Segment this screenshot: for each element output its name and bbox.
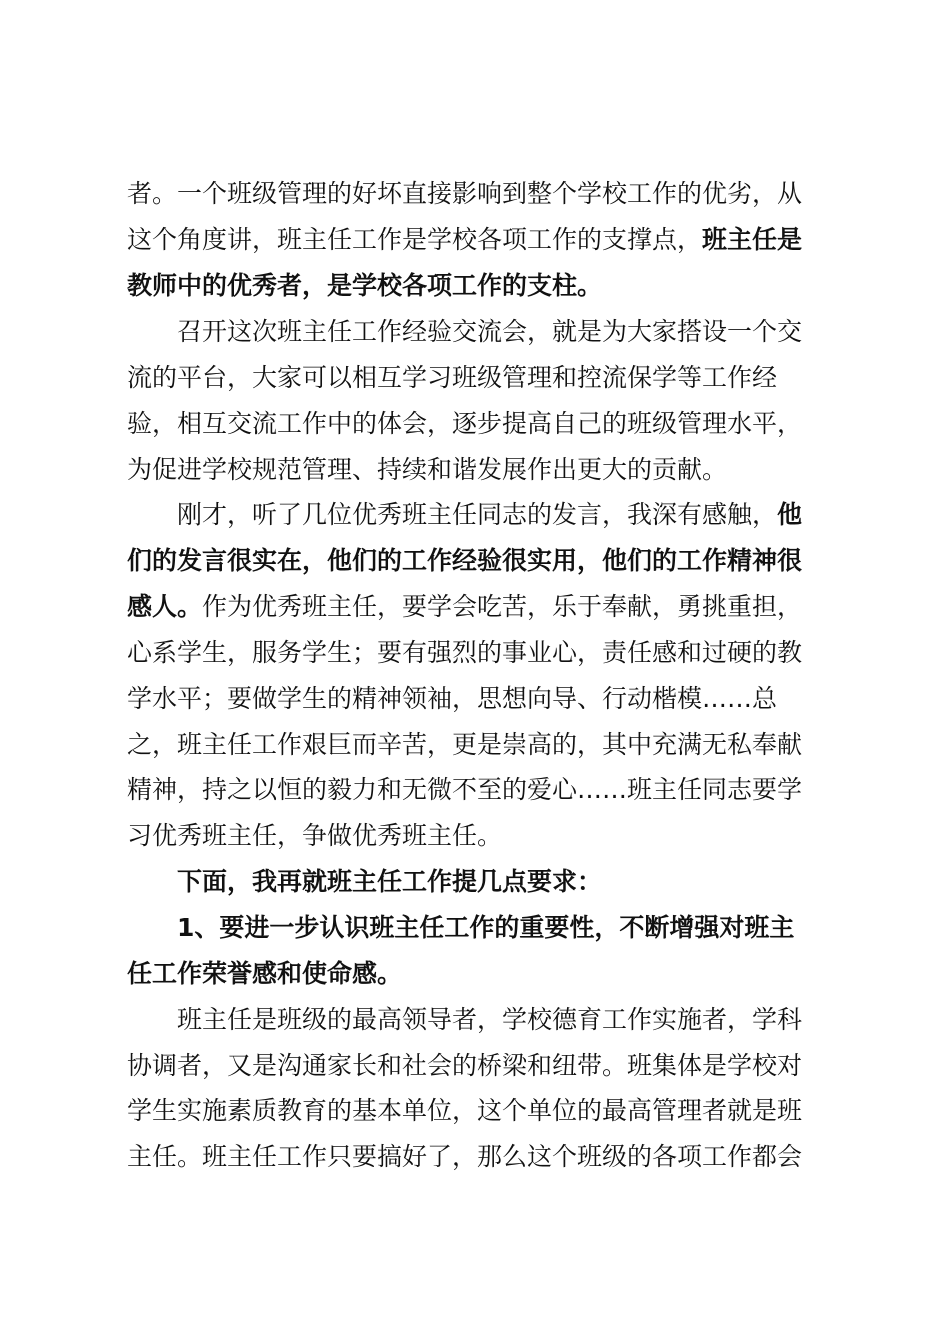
section-intro xyxy=(177,859,602,905)
paragraph-line xyxy=(127,401,802,447)
paragraph-line xyxy=(127,722,802,768)
text-run: 班主任是班级的最高领导者，学校德育工作实施者，学科 xyxy=(177,1005,803,1034)
text-run: 学生实施素质教育的基本单位，这个单位的最高管理者就是班 xyxy=(127,1096,803,1125)
text-run: 精神，持之以恒的毅力和无微不至的爱心……班主任同志要学 xyxy=(127,775,803,804)
bold-text-run: 下面，我再就班主任工作提几点要求： xyxy=(177,867,603,896)
text-run: 学水平；要做学生的精神领袖，思想向导、行动楷模……总 xyxy=(127,684,778,713)
bold-text-run: 教师中的优秀者，是学校各项工作的支柱。 xyxy=(127,271,603,300)
paragraph-line xyxy=(127,813,502,859)
text-run: 验，相互交流工作中的体会，逐步提高自己的班级管理水平， xyxy=(127,409,803,438)
bold-text-run: 1、要进一步认识班主任工作的重要性，不断增强对班主 xyxy=(177,913,795,942)
paragraph-line xyxy=(127,1134,802,1180)
paragraph-line xyxy=(127,217,802,263)
paragraph-line xyxy=(127,355,777,401)
text-run: 为促进学校规范管理、持续和谐发展作出更大的贡献。 xyxy=(127,455,728,484)
paragraph-line xyxy=(127,630,802,676)
paragraph-line xyxy=(127,676,777,722)
text-run: 作为优秀班主任，要学会吃苦，乐于奉献，勇挑重担， xyxy=(202,592,803,621)
text-run: 这个角度讲，班主任工作是学校各项工作的支撑点， xyxy=(127,225,703,254)
paragraph-line xyxy=(127,171,802,217)
text-run: 习优秀班主任，争做优秀班主任。 xyxy=(127,821,503,850)
bold-text-run: 们的发言很实在，他们的工作经验很实用，他们的工作精神很 xyxy=(127,546,803,575)
text-run: 流的平台，大家可以相互学习班级管理和控流保学等工作经 xyxy=(127,363,778,392)
paragraph-line xyxy=(127,1043,802,1089)
bold-text-run: 感人。 xyxy=(127,592,203,621)
text-run: 召开这次班主任工作经验交流会，就是为大家搭设一个交 xyxy=(177,317,803,346)
paragraph-line xyxy=(127,263,602,309)
text-run: 主任。班主任工作只要搞好了，那么这个班级的各项工作都会 xyxy=(127,1142,803,1171)
bold-text-run: 他 xyxy=(777,500,803,529)
paragraph-line xyxy=(177,309,802,355)
text-run: 之，班主任工作艰巨而辛苦，更是崇高的，其中充满无私奉献 xyxy=(127,730,803,759)
text-run: 心系学生，服务学生；要有强烈的事业心，责任感和过硬的教 xyxy=(127,638,803,667)
paragraph-line xyxy=(127,767,802,813)
paragraph-line xyxy=(177,997,802,1043)
paragraph-line xyxy=(127,1088,802,1134)
text-run: 协调者，又是沟通家长和社会的桥梁和纽带。班集体是学校对 xyxy=(127,1051,803,1080)
bold-text-run: 任工作荣誉感和使命感。 xyxy=(127,959,403,988)
paragraph-line xyxy=(127,447,727,493)
text-run: 者。一个班级管理的好坏直接影响到整个学校工作的优劣，从 xyxy=(127,179,803,208)
bold-text-run: 班主任是 xyxy=(702,225,803,254)
paragraph-line xyxy=(127,584,802,630)
section-heading xyxy=(177,905,794,951)
paragraph-line xyxy=(177,492,802,538)
section-heading xyxy=(127,951,402,997)
text-run: 刚才，听了几位优秀班主任同志的发言，我深有感触， xyxy=(177,500,778,529)
paragraph-line xyxy=(127,538,802,584)
